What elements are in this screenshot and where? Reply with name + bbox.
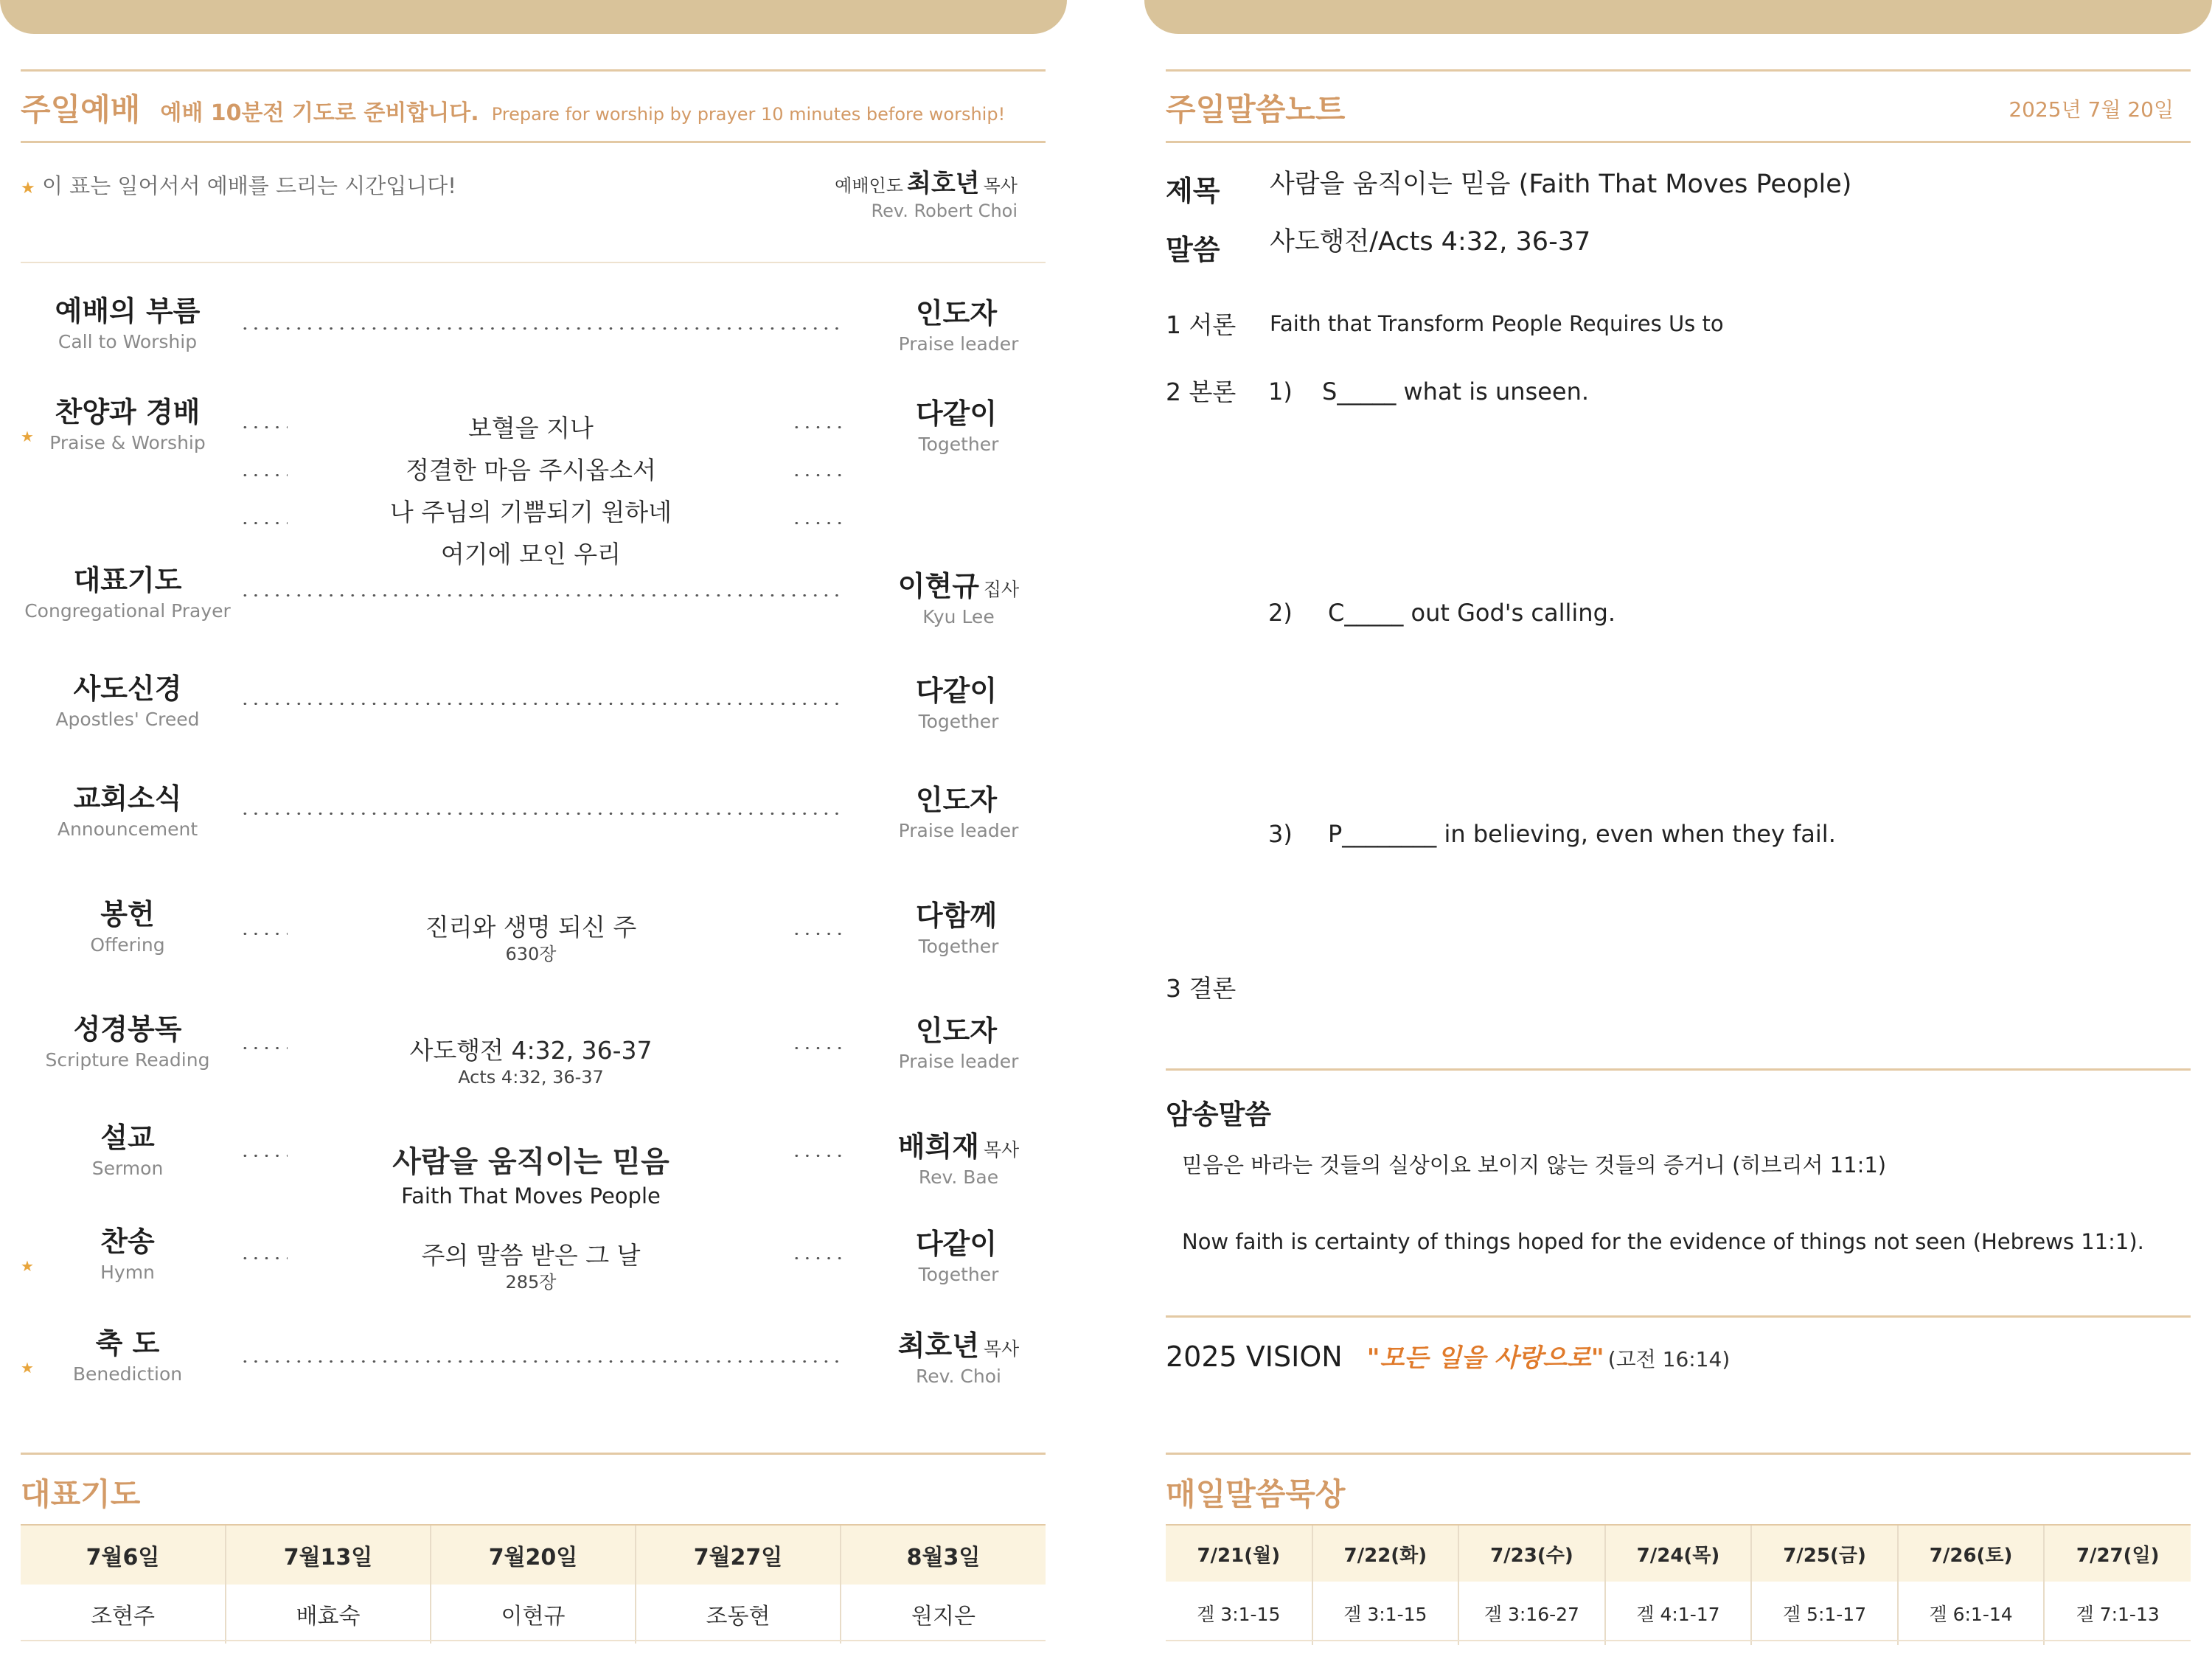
praise-song: 보혈을 지나 xyxy=(468,414,594,442)
service-item-title xyxy=(21,1121,234,1179)
leader-en: Kyu Lee xyxy=(922,606,995,627)
leader-dots xyxy=(791,1257,843,1259)
point-text: S_____ what is unseen. xyxy=(1322,378,1590,406)
schedule-name: 이현규 xyxy=(431,1585,636,1644)
leader-en: Praise leader xyxy=(898,1051,1019,1072)
service-item-leader xyxy=(870,572,1047,626)
leader-en: Rev. Choi xyxy=(916,1366,1001,1387)
memory-verse-title: 암송말씀 xyxy=(1166,1099,1271,1130)
leader-dots xyxy=(791,474,843,476)
service-item-ko: 교회소식 xyxy=(73,782,182,815)
devotion-reading: 겔 3:1-15 xyxy=(1312,1582,1459,1645)
vision-line xyxy=(1166,1338,1730,1374)
leader-name: 최호년 xyxy=(897,1329,979,1362)
worship-subtitle: 예배 10분전 기도로 준비합니다. xyxy=(160,100,479,126)
leader-en: Rev. Robert Choi xyxy=(871,201,1018,221)
devotion-day: 7/27(일) xyxy=(2044,1526,2191,1582)
worship-title: 주일예배 xyxy=(21,91,141,128)
divider xyxy=(1166,69,2191,72)
devotion-day: 7/23(수) xyxy=(1458,1526,1605,1582)
body-label: 2 본론 xyxy=(1166,378,1237,406)
devotion-reading: 겔 7:1-13 xyxy=(2044,1582,2191,1645)
service-item-title xyxy=(21,398,234,452)
notes-date: 2025년 7월 20일 xyxy=(2008,97,2174,122)
service-leader xyxy=(835,171,1018,221)
service-item-leader xyxy=(870,1130,1047,1188)
detail-sub: Acts 4:32, 36-37 xyxy=(458,1067,604,1088)
standing-note-text: 이 표는 일어서서 예배를 드리는 시간입니다! xyxy=(41,173,456,198)
schedule-date: 7월20일 xyxy=(431,1526,636,1585)
passage-text: 사도행전/Acts 4:32, 36-37 xyxy=(1270,227,1591,257)
devotion-day: 7/26(토) xyxy=(1898,1526,2045,1582)
service-item-title xyxy=(21,672,234,730)
leader-en: Together xyxy=(918,1264,999,1285)
divider xyxy=(21,1453,1046,1455)
worship-header xyxy=(21,86,1005,130)
leader-title: 목사 xyxy=(983,1338,1020,1360)
memory-verse-ko: 믿음은 바라는 것들의 실상이요 보이지 않는 것들의 증거니 (히브리서 11:1) xyxy=(1182,1152,1887,1178)
point-number: 1) xyxy=(1268,378,1293,406)
detail-main: 사도행전 4:32, 36-37 xyxy=(409,1036,653,1065)
leader-title: 목사 xyxy=(983,175,1018,196)
leader-en: Together xyxy=(918,936,999,957)
schedule-date: 8월3일 xyxy=(841,1526,1046,1585)
divider xyxy=(21,141,1046,143)
service-item-leader xyxy=(870,786,1047,840)
leader-dots xyxy=(791,426,843,428)
divider xyxy=(21,69,1046,72)
schedule-name: 조동현 xyxy=(636,1585,841,1644)
service-item-ko: 사도신경 xyxy=(73,672,182,705)
vision-quote: "모든 일을 사랑으로" xyxy=(1366,1343,1604,1373)
devotion-day: 7/21(월) xyxy=(1166,1526,1312,1582)
memory-verse-en: Now faith is certainty of things hoped for the evidence of things not seen (Hebrews 11:1). xyxy=(1182,1229,2144,1254)
service-item-ko: 예배의 부름 xyxy=(55,295,201,327)
leader-name: 다같이 xyxy=(915,397,998,430)
praise-song-list xyxy=(339,416,723,584)
point-number: 3) xyxy=(1268,820,1293,848)
service-item-leader xyxy=(870,677,1047,731)
prayer-schedule-table xyxy=(21,1526,1046,1644)
service-item-en: Congregational Prayer xyxy=(24,600,231,622)
leader-name: 다같이 xyxy=(915,675,998,707)
schedule-date: 7월13일 xyxy=(226,1526,431,1585)
leader-name: 인도자 xyxy=(915,784,998,816)
devotion-reading: 겔 3:1-15 xyxy=(1197,1604,1281,1625)
divider xyxy=(1166,1068,2191,1071)
praise-song: 정결한 마음 주시옵소서 xyxy=(406,456,656,484)
leader-dots xyxy=(240,594,843,597)
star-icon: ★ xyxy=(21,1359,34,1377)
service-item-en: Apostles' Creed xyxy=(55,709,200,730)
point-text: P________ in believing, even when they fail. xyxy=(1328,820,1836,848)
passage-label: 말씀 xyxy=(1166,234,1220,266)
service-item-title xyxy=(21,297,234,351)
leader-dots xyxy=(791,1155,843,1157)
service-item-en: Announcement xyxy=(57,818,198,840)
service-item-detail xyxy=(324,1038,737,1086)
leader-dots xyxy=(240,1047,288,1049)
leader-en: Praise leader xyxy=(898,820,1019,841)
leader-dots xyxy=(240,1257,288,1259)
detail-main: 사람을 움직이는 믿음 xyxy=(392,1145,669,1179)
service-item-ko: 봉헌 xyxy=(100,898,155,931)
leader-dots xyxy=(791,1047,843,1049)
service-item-leader xyxy=(870,397,1047,455)
service-item-ko: 찬양과 경배 xyxy=(55,396,201,428)
leader-name: 인도자 xyxy=(915,297,998,330)
leader-name: 다함께 xyxy=(915,900,998,932)
intro-label: 1 서론 xyxy=(1166,310,1237,339)
subject-label: 제목 xyxy=(1166,175,1220,207)
detail-sub: Faith That Moves People xyxy=(401,1183,661,1208)
leader-dots xyxy=(240,474,288,476)
devotion-reading: 겔 4:1-17 xyxy=(1605,1582,1752,1645)
prayer-schedule-title: 대표기도 xyxy=(21,1476,141,1512)
worship-subtitle-en: Prepare for worship by prayer 10 minutes before worship! xyxy=(491,104,1006,125)
leader-name: 최호년 xyxy=(906,169,980,198)
leader-dots xyxy=(791,522,843,524)
service-item-title xyxy=(21,1329,234,1383)
service-item-title xyxy=(21,1015,234,1069)
service-item-title xyxy=(21,566,234,620)
service-item-ko: 대표기도 xyxy=(73,564,182,597)
divider xyxy=(1166,1315,2191,1318)
leader-dots xyxy=(240,933,288,935)
service-item-en: Scripture Reading xyxy=(45,1049,210,1071)
divider xyxy=(21,262,1046,263)
praise-song: 나 주님의 기쁨되기 원하네 xyxy=(389,498,672,526)
leader-dots xyxy=(791,933,843,935)
notes-title: 주일말씀노트 xyxy=(1166,91,1346,128)
devotion-day: 7/24(목) xyxy=(1605,1526,1752,1582)
service-item-detail xyxy=(324,915,737,963)
intro-text: Faith that Transform People Requires Us to xyxy=(1270,311,1724,336)
leader-dots xyxy=(240,522,288,524)
leader-dots xyxy=(240,426,288,428)
leader-dots xyxy=(240,703,843,705)
subject-text: 사람을 움직이는 믿음 (Faith That Moves People) xyxy=(1270,170,1852,199)
star-icon: ★ xyxy=(21,1257,34,1275)
detail-sub: 630장 xyxy=(505,944,557,964)
service-item-title xyxy=(21,900,234,954)
standing-note xyxy=(21,170,456,200)
service-item-ko: 설교 xyxy=(100,1121,155,1154)
leader-en: Together xyxy=(918,711,999,732)
daily-devotion-table xyxy=(1166,1526,2191,1645)
service-item-en: Call to Worship xyxy=(58,331,198,352)
leader-dots xyxy=(240,1155,288,1157)
detail-main: 진리와 생명 되신 주 xyxy=(425,913,637,942)
service-item-detail xyxy=(324,1147,737,1207)
leader-name: 인도자 xyxy=(915,1015,998,1047)
detail-sub: 285장 xyxy=(505,1272,557,1293)
leader-title: 집사 xyxy=(983,579,1020,600)
service-item-ko: 찬송 xyxy=(100,1225,155,1258)
schedule-date: 7월6일 xyxy=(21,1526,226,1585)
devotion-day: 7/25(금) xyxy=(1751,1526,1898,1582)
leader-name: 이현규 xyxy=(897,570,979,602)
leader-en: Praise leader xyxy=(898,333,1019,355)
leader-title: 목사 xyxy=(983,1139,1020,1161)
service-item-title xyxy=(21,1225,234,1283)
divider xyxy=(1166,1453,2191,1455)
star-icon: ★ xyxy=(21,428,34,445)
service-item-leader xyxy=(870,299,1047,353)
leader-dots xyxy=(240,813,843,815)
schedule-name: 배효숙 xyxy=(226,1585,431,1644)
praise-song: 여기에 모인 우리 xyxy=(440,540,622,568)
service-item-detail xyxy=(324,1243,737,1291)
devotion-reading: 겔 3:16-27 xyxy=(1458,1582,1605,1645)
point-number: 2) xyxy=(1268,599,1293,627)
leader-name: 다같이 xyxy=(915,1228,998,1260)
right-top-tab xyxy=(1144,0,2212,34)
service-item-en: Benediction xyxy=(72,1363,183,1385)
service-item-en: Sermon xyxy=(91,1158,164,1179)
vision-ref: (고전 16:14) xyxy=(1607,1347,1731,1371)
daily-devotion-title: 매일말씀묵상 xyxy=(1166,1476,1346,1512)
point-text: C_____ out God's calling. xyxy=(1328,599,1616,627)
leader-dots xyxy=(240,1360,843,1363)
service-item-ko: 성경봉독 xyxy=(73,1013,182,1046)
leader-label: 예배인도 xyxy=(835,175,903,196)
leader-dots xyxy=(240,327,843,330)
left-top-tab xyxy=(0,0,1067,34)
schedule-name: 원지은 xyxy=(841,1585,1046,1644)
divider xyxy=(1166,1640,2191,1641)
devotion-day: 7/22(화) xyxy=(1312,1526,1459,1582)
schedule-name: 조현주 xyxy=(91,1604,155,1630)
service-item-en: Offering xyxy=(90,934,165,956)
detail-main: 주의 말씀 받은 그 날 xyxy=(421,1241,641,1270)
service-item-title xyxy=(21,782,234,840)
vision-label: 2025 VISION xyxy=(1166,1340,1343,1373)
leader-en: Together xyxy=(918,434,999,455)
star-icon: ★ xyxy=(21,179,35,198)
leader-name: 배희재 xyxy=(897,1130,979,1163)
divider xyxy=(21,1640,1046,1641)
service-item-leader xyxy=(870,1017,1047,1071)
service-item-en: Hymn xyxy=(100,1262,155,1283)
divider xyxy=(1166,141,2191,143)
service-item-leader xyxy=(870,1329,1047,1387)
devotion-reading: 겔 5:1-17 xyxy=(1751,1582,1898,1645)
leader-en: Rev. Bae xyxy=(918,1166,999,1188)
service-item-ko: 축 도 xyxy=(95,1327,160,1360)
schedule-date: 7월27일 xyxy=(636,1526,841,1585)
devotion-reading: 겔 6:1-14 xyxy=(1898,1582,2045,1645)
conclusion-label: 3 결론 xyxy=(1166,974,1237,1003)
service-item-leader xyxy=(870,902,1047,956)
service-item-en: Praise & Worship xyxy=(49,432,206,453)
service-item-leader xyxy=(870,1230,1047,1284)
